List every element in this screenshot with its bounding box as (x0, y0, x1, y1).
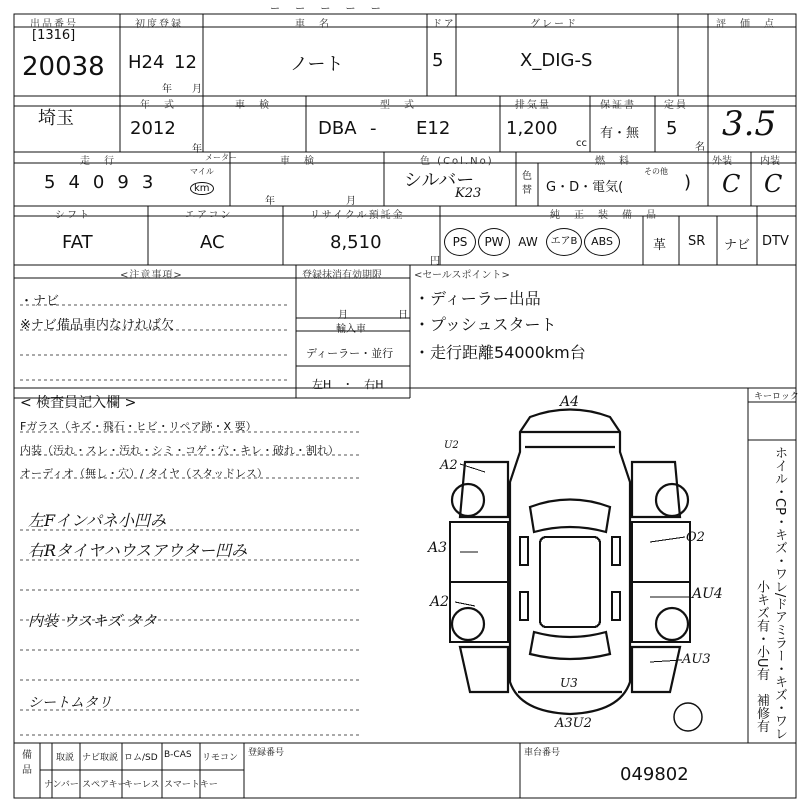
header-inspection: 車 検 (280, 156, 316, 167)
reg-expiry-day: 日 (398, 310, 408, 321)
model-type-code: E12 (416, 118, 451, 139)
mark-a4: A4 (560, 394, 580, 410)
side-note-vertical-2: 小キズ有・小U有 補修有 (754, 580, 769, 733)
header-meter: メーター (205, 153, 237, 162)
bottom-smart-key: スマートキー (164, 780, 218, 790)
mark-a3u2: A3U2 (555, 716, 592, 731)
capacity-value: 5 (666, 118, 678, 139)
first-reg-month-unit: 月 (192, 84, 202, 95)
mileage-digit: 9 (117, 172, 142, 193)
shift-value: FAT (62, 232, 93, 253)
header-interior: 内装 (760, 156, 780, 167)
model-year-value: 2012 (130, 118, 176, 139)
header-capacity: 定員 (664, 100, 688, 111)
equip-dtv: DTV (762, 234, 789, 249)
mark-u2: U2 (444, 440, 459, 451)
header-serial: 車台番号 (524, 748, 561, 758)
first-reg-month: 12 (174, 52, 197, 73)
mark-u3: U3 (560, 676, 578, 690)
mark-a2-rear: A2 (430, 594, 450, 610)
header-shaken: 車 検 (235, 100, 271, 111)
recycle-unit: 円 (430, 256, 440, 267)
region-value: 埼玉 (38, 108, 74, 129)
interior-grade: C (764, 170, 783, 198)
blank-circle (674, 703, 702, 731)
fuel-close: ) (684, 172, 692, 193)
sales-point-1: ・ディーラー出品 (414, 289, 541, 308)
header-displacement: 排気量 (515, 100, 551, 111)
mileage-unit-km: km (190, 182, 214, 195)
bottom-number: ナンバー (44, 780, 79, 790)
repaint-label: 色替 (522, 171, 532, 196)
model-year-unit: 年 (192, 144, 202, 155)
note-line-2: ※ナビ備品車内なければ欠 (20, 318, 174, 333)
sales-point-2: ・プッシュスタート (414, 315, 557, 334)
bottom-rom-sd: ロム/SD (124, 753, 158, 763)
bottom-remote: リモコン (202, 753, 239, 763)
mark-a2-front: A2 (440, 458, 458, 473)
header-doors: ドア (432, 19, 456, 30)
header-grade: グレード (530, 19, 578, 30)
equip-aw: AW (518, 235, 538, 249)
header-warranty: 保証書 (600, 100, 636, 111)
mileage-digit: 0 (92, 172, 118, 193)
mark-a3: A3 (428, 540, 448, 556)
inspector-line-audio: オーディオ（無し・穴）/ タイヤ（スタッドレス） (20, 467, 268, 480)
header-first-reg: 初度登録 (135, 19, 183, 30)
note-line-1: ・ナビ (20, 294, 60, 309)
equip-navi: ナビ (724, 238, 751, 253)
import-label: 輸入車 (336, 324, 366, 335)
mark-o2: O2 (686, 530, 705, 545)
displacement-value: 1,200 (506, 118, 558, 139)
header-aircon: エアコン (185, 210, 233, 221)
capacity-unit: 名 (695, 142, 705, 153)
top-title-partial: ー ー ー ー ー (270, 4, 387, 15)
first-reg-year-unit: 年 (162, 84, 172, 95)
recycle-value: 8,510 (330, 232, 382, 253)
header-fuel: 燃 料 (595, 156, 631, 167)
inspection-year-unit: 年 (265, 196, 275, 207)
header-car-name: 車 名 (295, 19, 331, 30)
header-model-year: 年 式 (140, 100, 176, 111)
header-inspector: < 検査員記入欄 > (20, 395, 137, 411)
handwritten-note-1: 左Fインパネ小凹み (28, 511, 166, 530)
header-color: 色 (Col.No) (420, 156, 494, 167)
equip-sr: SR (688, 234, 706, 249)
header-reg-expiry: 登録抹消有効期限 (302, 270, 382, 281)
bottom-bcas: B-CAS (164, 750, 192, 760)
serial-number: 049802 (620, 764, 689, 785)
equip-abs: ABS (584, 228, 620, 256)
bottom-side-label: 備品 (22, 750, 32, 776)
inspector-line-interior: 内装（汚れ・スレ・汚れ・シミ・コゲ・穴・キレ・破れ・割れ） (20, 444, 339, 457)
equip-pw: PW (478, 228, 510, 256)
handwritten-note-3: 内装 ウスキズ タタ (28, 612, 157, 630)
header-eval: 評 価 点 (716, 19, 776, 30)
mileage-digit: 5 (44, 172, 69, 193)
mark-au4: AU4 (692, 586, 723, 602)
mark-au3: AU3 (682, 652, 711, 667)
lot-number: 20038 (22, 52, 105, 82)
header-lot: 出品番号 (30, 19, 78, 30)
score-value: 3.5 (722, 104, 777, 144)
mileage-digit: 3 (141, 172, 167, 193)
aircon-value: AC (200, 232, 225, 253)
header-model-type: 型 式 (380, 100, 416, 111)
mileage-unit-mile: マイル (190, 167, 214, 176)
displacement-unit: cc (576, 138, 587, 149)
side-note-vertical-1: ホイル・CP・キズ・ワレ/ドアミラー・キズ・ワレ (772, 446, 787, 741)
fuel-options: G・D・電気( (546, 180, 624, 195)
equip-airbag: エアB (546, 228, 582, 256)
warranty-value: 有・無 (600, 126, 640, 141)
color-name: シルバー (404, 170, 475, 191)
handle-value: 左H ・ 右H (312, 378, 384, 391)
equipment-list (444, 228, 644, 256)
color-code: K23 (455, 186, 482, 201)
grade-value: X_DIG-S (520, 50, 593, 71)
handwritten-note-2: 右Rタイヤハウスアウター凹み (28, 541, 248, 560)
import-value: ディーラー・並行 (306, 347, 394, 360)
inspection-month-unit: 月 (346, 196, 356, 207)
reg-expiry-month: 月 (338, 310, 348, 321)
lot-bracket: [1316] (32, 28, 76, 43)
header-sales-points: <セールスポイント> (414, 270, 510, 281)
bottom-keyless: キーレス (124, 780, 160, 790)
exterior-grade: C (722, 170, 741, 198)
bottom-spare-key: スペアキー (82, 780, 127, 790)
header-mileage: 走 行 (80, 156, 116, 167)
fuel-other: その他 (644, 167, 668, 176)
model-type-dash: - (370, 118, 377, 139)
bottom-navi-manual: ナビ取説 (82, 753, 119, 763)
equip-leather: 革 (653, 238, 667, 253)
header-recycle: リサイクル預託金 (310, 210, 405, 221)
bottom-manual: 取説 (56, 753, 75, 763)
mileage-digits (44, 172, 166, 193)
equip-ps: PS (444, 228, 476, 256)
mileage-digit: 4 (68, 172, 93, 193)
car-name: ノート (290, 54, 344, 75)
inspector-line-glass: Fガラス（キズ・飛石・ヒビ・リペア跡・X 要） (20, 420, 257, 433)
header-key-lock: キーロック (754, 392, 799, 402)
header-exterior: 外装 (712, 156, 732, 167)
header-notes: <注意事項> (120, 270, 183, 281)
handwritten-note-4: シートムタリ (28, 695, 112, 711)
header-reg-no: 登録番号 (248, 748, 285, 758)
header-shift: シフト (55, 210, 91, 221)
model-type-prefix: DBA (318, 118, 357, 139)
doors-value: 5 (432, 50, 444, 71)
sales-point-3: ・走行距離54000km台 (414, 343, 586, 362)
first-reg-era: H24 (128, 52, 165, 73)
header-equipment: 純 正 装 備 品 (550, 210, 658, 221)
